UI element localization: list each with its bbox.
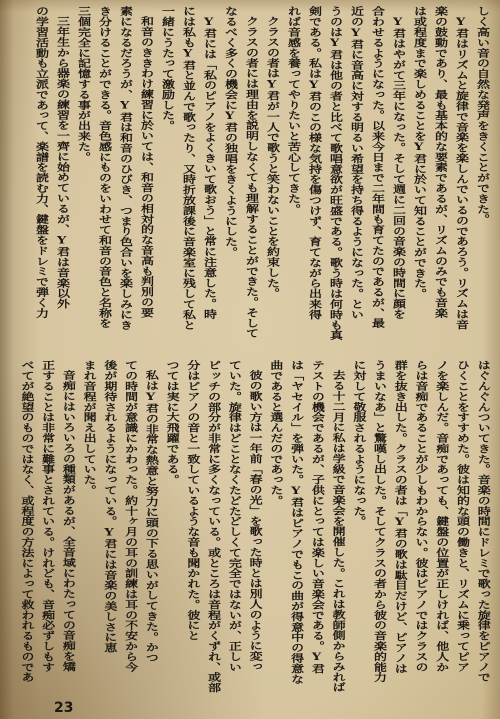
text-line: に対して敬服されるようになった。 xyxy=(350,360,366,527)
text-line: つては実に大飛躍である。 xyxy=(163,360,179,485)
text-line: 分はピアノの音と一致しているような音も聞かれた。彼にと xyxy=(184,360,200,641)
text-line: べてが絶望のものではなく、或程度の方法によって救われるものであ xyxy=(18,360,34,683)
text-line: ていた。旋律はどことなくたどたどしくて完全ではないが、正しい xyxy=(225,360,241,672)
text-line: れば音感を養ってやりたいと苦心してきた。 xyxy=(285,6,301,214)
text-line: 剣である。私はY君のこの様な気持を傷つけず、育てながら出来得 xyxy=(306,6,322,320)
text-line: き分けることができる。音色感にものをいわせて和音の音色と名称を xyxy=(96,6,112,329)
text-line: 彼の歌い方は一年前「春の光」を歌った時とは別人のように変っ xyxy=(246,370,262,672)
text-line: まれ音程が聞え出していた。 xyxy=(80,360,96,496)
text-line: 正することは非常に難事とされている。けれども、音痴必ずしもす xyxy=(38,360,54,672)
text-line: しく高い音の自然な発声をきくことができた。 xyxy=(474,6,490,225)
text-line: の学習活動も立派であって、楽譜を読む力、鍵盤をドレミで弾く力 xyxy=(33,6,49,318)
page-number: 23 xyxy=(54,700,74,716)
text-line: ての時間が意識にかわった。約十ヶ月の耳の訓練は耳の不安から今 xyxy=(121,360,137,672)
text-line: ノを楽しんだ。音痴であっても、鍵盤の位置が正しければ、他人か xyxy=(433,360,449,672)
text-line: 私はY君の非常な熱意と努力に頭の下る思いがしてきた。かつ xyxy=(142,370,158,664)
text-line: 音痴にはいろいろの種類があるが、全音域にわたっての音痴を矯 xyxy=(59,370,75,672)
text-line: ひくことをすすめた。彼は知的な頭の働きと、リズムに乗ってピア xyxy=(453,360,469,672)
text-line: ピッチの部分が非常に多くなっている。或ところは音程がくずれ、或部 xyxy=(204,360,220,693)
text-line: Y君はやがて三年になった。そして週に二回の音楽の時間に顔を xyxy=(390,16,406,320)
text-line: 群を抜き出した。クラスの者は「Y君の歌は駄目だけど、ピアノは xyxy=(391,360,407,674)
text-line: は「ヤセイル」を弾いた。Y君はピアノでもこの曲が得意中の得意な xyxy=(287,360,303,684)
text-line: 一緒にうたって激励した。 xyxy=(159,6,175,131)
text-line: 曲であると選んだのであった。 xyxy=(267,360,283,506)
text-line: うまいなあ」と驚嘆し出した。そしてクラスの者から彼の音楽的能力 xyxy=(370,360,386,683)
text-line: 合わせるようになった。以来今日まで二年間も育てたのであるが、最 xyxy=(369,6,385,329)
text-line: はぐんぐんついてきた。音楽の時間にドレミで歌った旋律をピアノで xyxy=(474,360,490,683)
text-line: Y君には「私のピアノをよくきいて歌おう」と常に注意した。時 xyxy=(201,16,217,320)
text-line: Y君はリズムと旋律で音楽を楽しんでいるのであろう。リズムは音 xyxy=(453,16,469,330)
text-line: なるべく多くの機会にY君の独唱をきくようにした。 xyxy=(222,6,238,258)
text-line: テストの機会であるが、子供にとっては楽しい音楽会である。Y君 xyxy=(308,360,324,674)
lower-text-block xyxy=(14,360,492,696)
text-line: 和音のききわけ練習に於いては、和音の相対的な音高も判別の要 xyxy=(138,16,154,318)
text-line: には私もY君と並んで歌ったり、又時折放課後に音楽室に残して私と xyxy=(180,6,196,330)
text-line: うのはY君は他の者と比べて歌唱意欲が旺盛である。歌う時は何時も真 xyxy=(327,6,343,341)
text-line: は或程度まで楽しめることをY君に於いて知ることができた。 xyxy=(411,6,427,299)
text-line: クラスの者はY君が一人で歌うと笑わないことを約束した。 xyxy=(264,16,280,299)
text-line: 三年生から器楽の練習を一齊に始めているが、Y君は音楽以外 xyxy=(54,16,70,310)
text-line: 去る十二月に私は学級で音楽会を開催した。これは教師側からみれば xyxy=(329,370,345,693)
text-line: らは音痴であることが少しもわからない。彼はピアノではクラスの xyxy=(412,360,428,672)
text-line: 素になるだろうが、Y君は和音のひびき、つまり色合いを楽しみにき xyxy=(117,6,133,330)
text-line: クラスの者には理由を説明しなくても理解することができた。そして xyxy=(243,16,259,339)
text-line: 楽の鼓動であり、最も基本的な要素であるが、リズムのみでも音楽 xyxy=(432,6,448,318)
text-line: 三個完全に記憶する事が出来た。 xyxy=(75,6,91,162)
upper-text-block xyxy=(30,6,492,344)
text-line: 後が期待されるようになっている。Y君には音楽の美しさに恵 xyxy=(101,360,117,653)
text-line: 近のY君に音高に対する明るい希望を持ち得るようになった。とい xyxy=(348,6,364,320)
